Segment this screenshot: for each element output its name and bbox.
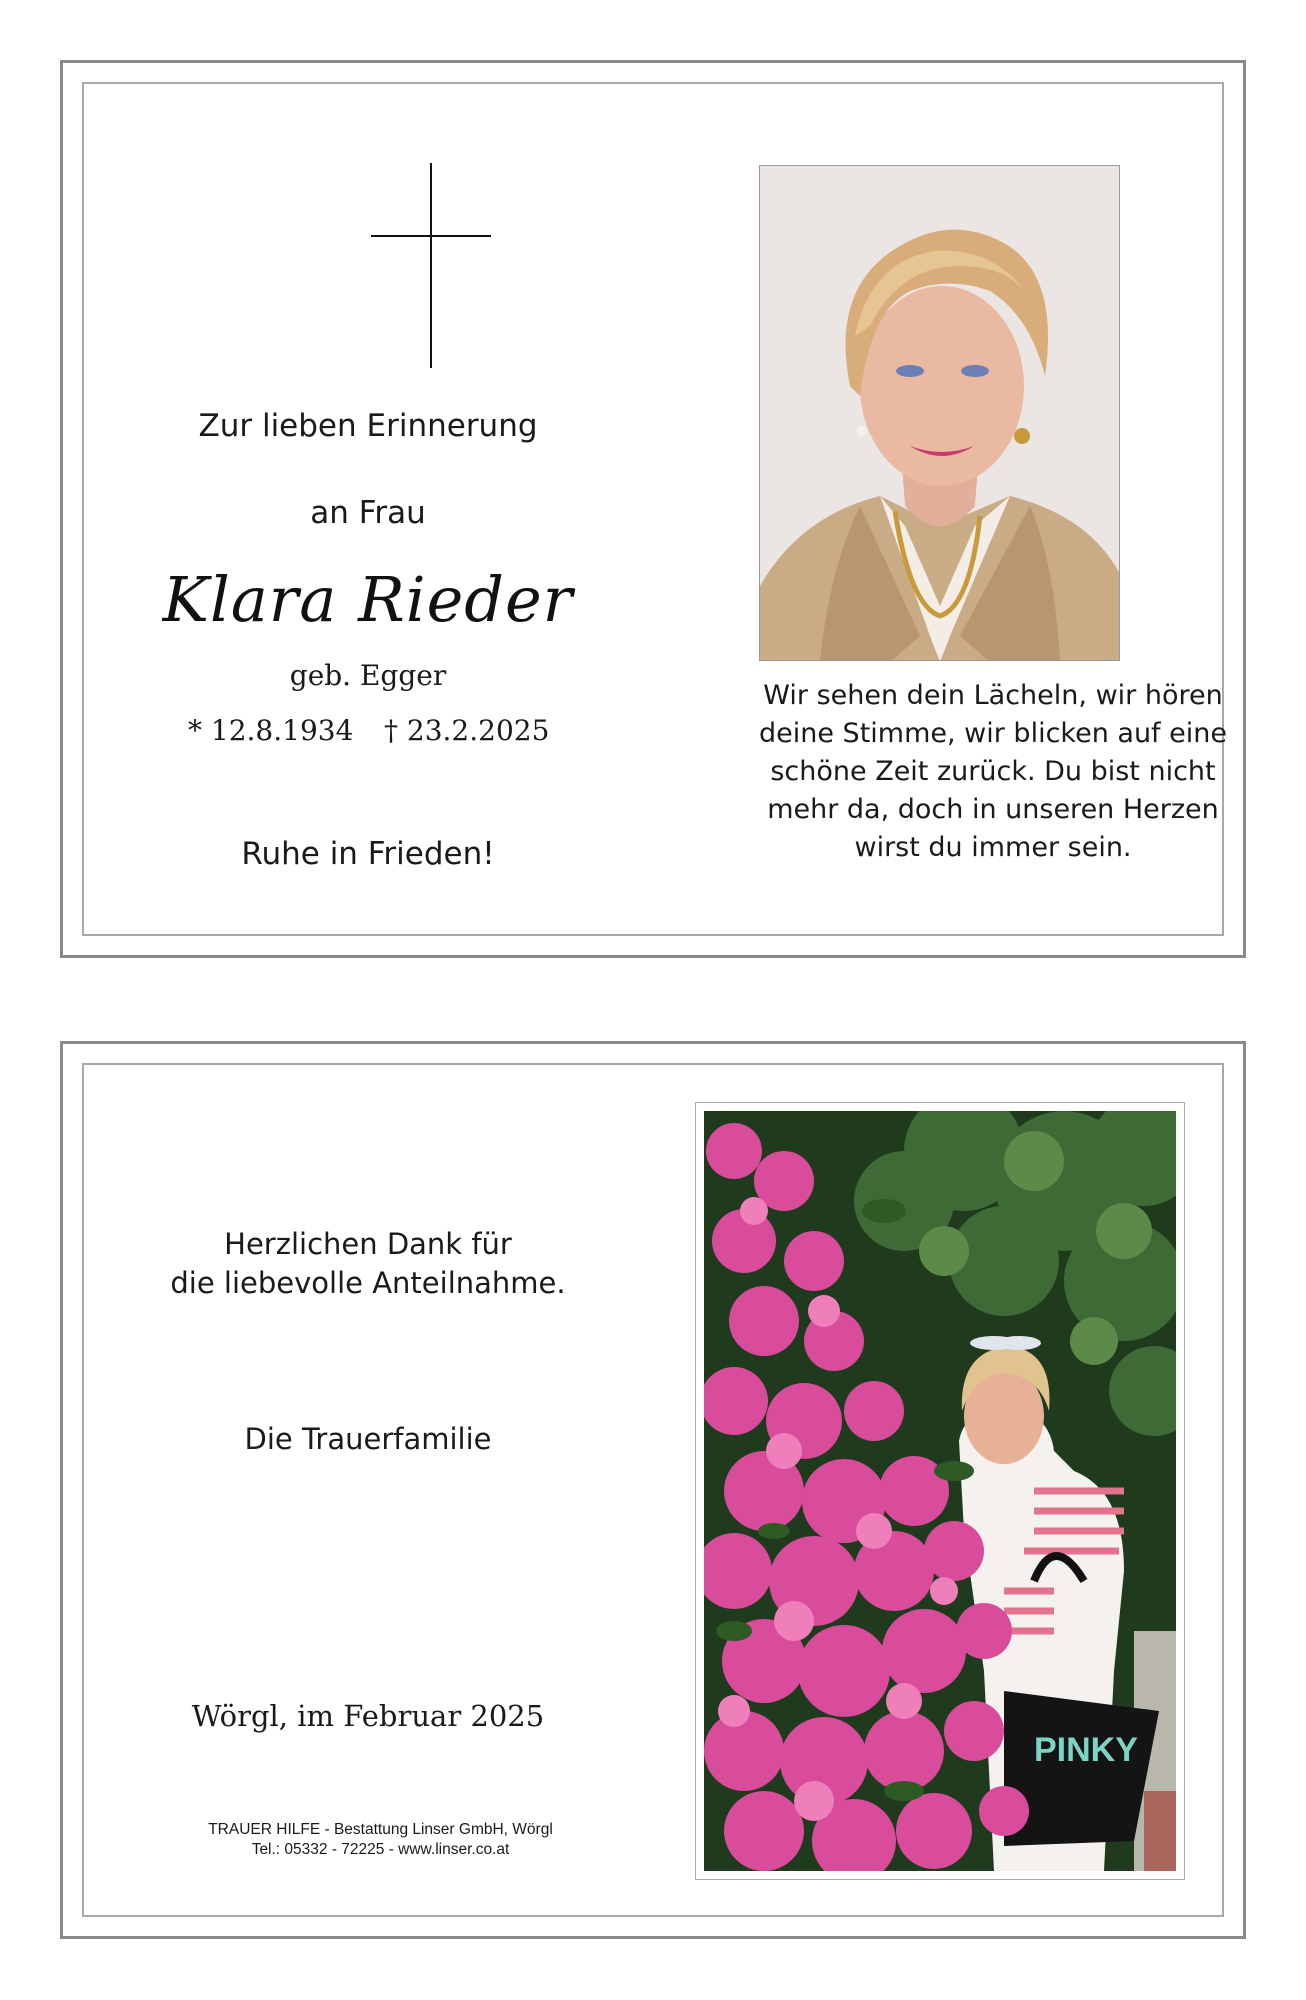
maiden-name: geb. Egger xyxy=(289,659,447,692)
poem-line: deine Stimme, wir blicken auf eine xyxy=(759,718,1227,749)
family-signature: Die Trauerfamilie xyxy=(244,1422,492,1456)
portrait-photo xyxy=(759,165,1120,661)
poem xyxy=(698,677,1288,867)
bag-print: PINKY xyxy=(1034,1731,1138,1769)
closing-phrase: Ruhe in Frieden! xyxy=(241,836,495,872)
thanks-line-1: Herzlichen Dank für xyxy=(224,1227,512,1261)
memorial-card-back xyxy=(60,1041,1246,1939)
place-date: Wörgl, im Februar 2025 xyxy=(191,1699,545,1733)
memorial-card-front xyxy=(60,60,1246,958)
poem-line: mehr da, doch in unseren Herzen xyxy=(767,794,1219,825)
cross-icon xyxy=(371,163,491,368)
salutation: an Frau xyxy=(310,495,426,531)
deceased-name: Klara Rieder xyxy=(162,563,574,636)
thanks-line-2: die liebevolle Anteilnahme. xyxy=(170,1266,566,1300)
garden-photo xyxy=(704,1111,1176,1871)
funeral-home-footer xyxy=(163,1820,598,1860)
poem-line: wirst du immer sein. xyxy=(854,832,1132,863)
footer-line: TRAUER HILFE - Bestattung Linser GmbH, Wörgl xyxy=(208,1821,553,1838)
footer-line: Tel.: 05332 - 72225 - www.linser.co.at xyxy=(251,1841,510,1858)
death-date: † 23.2.2025 xyxy=(384,714,550,747)
portrait-image xyxy=(760,166,1120,661)
garden-image xyxy=(704,1111,1176,1871)
garden-photo-frame xyxy=(695,1102,1185,1880)
birth-date: * 12.8.1934 xyxy=(188,714,354,747)
memorial-heading: Zur lieben Erinnerung xyxy=(198,408,538,444)
poem-line: Wir sehen dein Lächeln, wir hören xyxy=(763,680,1223,711)
poem-line: schöne Zeit zurück. Du bist nicht xyxy=(770,756,1216,787)
